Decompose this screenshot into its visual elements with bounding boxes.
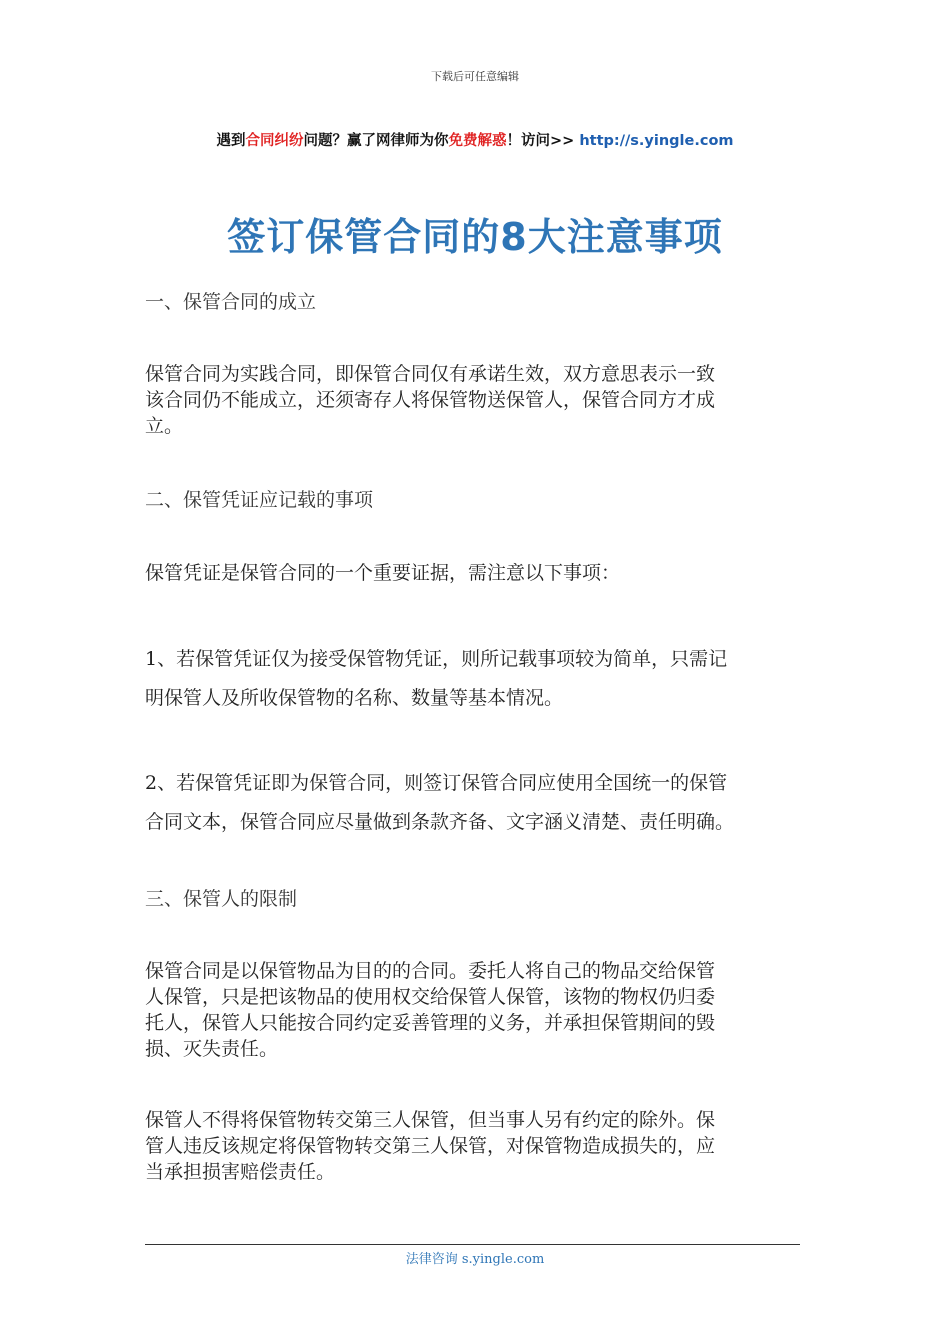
ad-banner — [0, 129, 950, 150]
ad-highlight-free-answer: 免费解惑 — [448, 133, 507, 149]
page-title: 签订保管合同的8大注意事项 — [227, 215, 723, 259]
footer-link[interactable]: 法律咨询 s.yingle.com — [405, 1252, 545, 1267]
paragraph-line: 明保管人及所收保管物的名称、数量等基本情况。 — [145, 687, 564, 709]
paragraph-line: 该合同仍不能成立，还须寄存人将保管物送保管人，保管合同方才成 — [145, 389, 716, 411]
section-heading-1: 一、保管合同的成立 — [145, 291, 317, 313]
paragraph-line: 托人，保管人只能按合同约定妥善管理的义务，并承担保管期间的毁 — [145, 1012, 716, 1034]
paragraph-line: 管人违反该规定将保管物转交第三人保管，对保管物造成损失的，应 — [145, 1135, 716, 1157]
paragraph-line: 保管合同是以保管物品为目的的合同。委托人将自己的物品交给保管 — [145, 960, 716, 982]
paragraph-line: 保管人不得将保管物转交第三人保管，但当事人另有约定的除外。保 — [145, 1109, 716, 1131]
ad-text-1: 遇到 — [216, 133, 246, 149]
paragraph-line: 合同文本，保管合同应尽量做到条款齐备、文字涵义清楚、责任明确。 — [145, 811, 735, 833]
paragraph-4 — [145, 764, 810, 842]
paragraph-2 — [145, 560, 810, 586]
paragraph-line: 保管合同为实践合同，即保管合同仅有承诺生效，双方意思表示一致 — [145, 363, 716, 385]
section-heading-2: 二、保管凭证应记载的事项 — [145, 489, 374, 511]
paragraph-3 — [145, 640, 810, 718]
paragraph-line: 保管凭证是保管合同的一个重要证据，需注意以下事项： — [145, 562, 621, 584]
top-note: 下载后可任意编辑 — [431, 70, 519, 83]
paragraph-line: 损、灭失责任。 — [145, 1038, 279, 1060]
paragraph-line: 人保管，只是把该物品的使用权交给保管人保管，该物的物权仍归委 — [145, 986, 716, 1008]
paragraph-line: 立。 — [145, 415, 184, 437]
ad-text-2: 问题？赢了网律师为你 — [303, 133, 449, 149]
paragraph-5 — [145, 958, 810, 1062]
paragraph-1 — [145, 361, 810, 439]
footer-divider — [145, 1244, 800, 1245]
paragraph-line: 当承担损害赔偿责任。 — [145, 1161, 336, 1183]
ad-text-3: ！访问>> — [506, 133, 580, 149]
ad-link[interactable]: http://s.yingle.com — [579, 133, 734, 149]
paragraph-line: 2、若保管凭证即为保管合同，则签订保管合同应使用全国统一的保管 — [145, 772, 728, 794]
ad-highlight-contract-dispute: 合同纠纷 — [245, 133, 304, 149]
paragraph-line: 1、若保管凭证仅为接受保管物凭证，则所记载事项较为简单，只需记 — [145, 648, 728, 670]
section-heading-3: 三、保管人的限制 — [145, 888, 298, 910]
paragraph-6 — [145, 1107, 810, 1185]
